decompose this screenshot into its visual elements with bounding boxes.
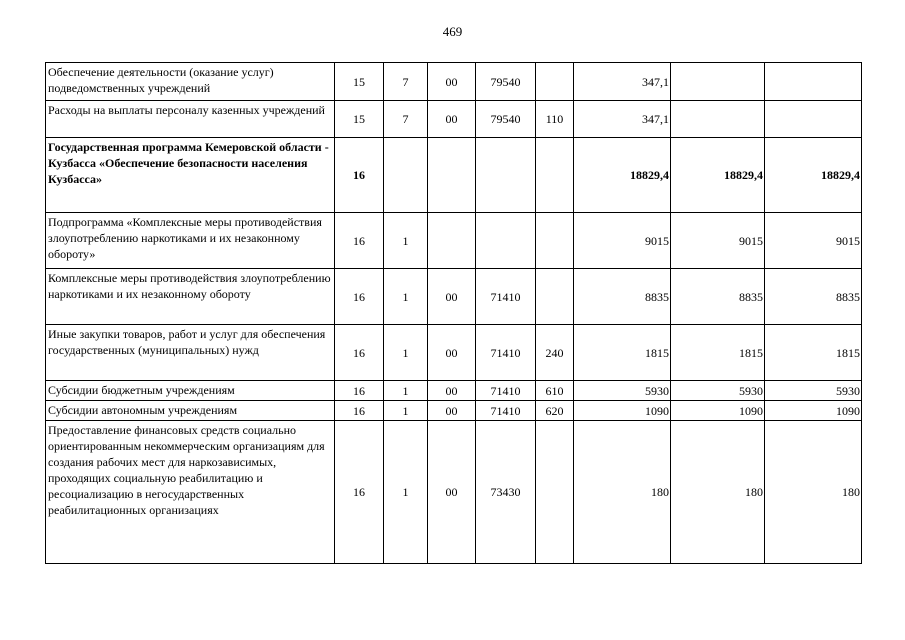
table-row — [46, 381, 862, 401]
row-name: Расходы на выплаты персоналу казенных учреждений — [46, 101, 335, 138]
type-cell — [536, 138, 574, 213]
section-cell: 16 — [335, 325, 384, 381]
value-cell-2 — [671, 63, 765, 101]
program-cell: 00 — [428, 63, 476, 101]
budget-table — [45, 62, 862, 564]
type-cell: 620 — [536, 401, 574, 421]
value-cell-1: 9015 — [574, 213, 671, 269]
type-cell: 240 — [536, 325, 574, 381]
row-name: Иные закупки товаров, работ и услуг для обеспечения государственных (муниципальных) нужд — [46, 325, 335, 381]
table-row — [46, 138, 862, 213]
code-cell: 71410 — [476, 269, 536, 325]
section-cell: 15 — [335, 63, 384, 101]
code-cell — [476, 213, 536, 269]
value-cell-3 — [765, 101, 862, 138]
value-cell-3: 5930 — [765, 381, 862, 401]
value-cell-3: 9015 — [765, 213, 862, 269]
value-cell-2: 5930 — [671, 381, 765, 401]
row-name: Субсидии автономным учреждениям — [46, 401, 335, 421]
row-name: Субсидии бюджетным учреждениям — [46, 381, 335, 401]
subsection-cell: 1 — [384, 401, 428, 421]
subsection-cell: 1 — [384, 269, 428, 325]
value-cell-3: 18829,4 — [765, 138, 862, 213]
code-cell: 71410 — [476, 381, 536, 401]
program-cell: 00 — [428, 381, 476, 401]
subsection-cell: 1 — [384, 421, 428, 564]
table-row — [46, 325, 862, 381]
value-cell-2: 18829,4 — [671, 138, 765, 213]
table-row — [46, 401, 862, 421]
value-cell-1: 347,1 — [574, 101, 671, 138]
program-cell: 00 — [428, 325, 476, 381]
value-cell-3 — [765, 63, 862, 101]
value-cell-1: 5930 — [574, 381, 671, 401]
row-name: Государственная программа Кемеровской области - Кузбасса «Обеспечение безопасности населения Кузбасса» — [46, 138, 335, 213]
value-cell-3: 1815 — [765, 325, 862, 381]
row-name: Обеспечение деятельности (оказание услуг) подведомственных учреждений — [46, 63, 335, 101]
program-cell — [428, 213, 476, 269]
section-cell: 16 — [335, 269, 384, 325]
value-cell-1: 347,1 — [574, 63, 671, 101]
type-cell: 110 — [536, 101, 574, 138]
code-cell: 71410 — [476, 325, 536, 381]
value-cell-1: 1090 — [574, 401, 671, 421]
value-cell-1: 18829,4 — [574, 138, 671, 213]
value-cell-1: 8835 — [574, 269, 671, 325]
table-row — [46, 269, 862, 325]
value-cell-3: 8835 — [765, 269, 862, 325]
table-row — [46, 213, 862, 269]
code-cell: 73430 — [476, 421, 536, 564]
type-cell — [536, 213, 574, 269]
subsection-cell: 7 — [384, 101, 428, 138]
section-cell: 15 — [335, 101, 384, 138]
program-cell: 00 — [428, 101, 476, 138]
value-cell-2: 1815 — [671, 325, 765, 381]
page-number: 469 — [442, 24, 463, 39]
section-cell: 16 — [335, 138, 384, 213]
section-cell: 16 — [335, 381, 384, 401]
section-cell: 16 — [335, 213, 384, 269]
table-row — [46, 63, 862, 101]
code-cell — [476, 138, 536, 213]
value-cell-1: 1815 — [574, 325, 671, 381]
value-cell-3: 180 — [765, 421, 862, 564]
type-cell — [536, 421, 574, 564]
subsection-cell: 1 — [384, 325, 428, 381]
table-row — [46, 421, 862, 564]
program-cell — [428, 138, 476, 213]
subsection-cell: 7 — [384, 63, 428, 101]
type-cell: 610 — [536, 381, 574, 401]
type-cell — [536, 269, 574, 325]
program-cell: 00 — [428, 421, 476, 564]
program-cell: 00 — [428, 269, 476, 325]
row-name: Подпрограмма «Комплексные меры противодействия злоупотреблению наркотиками и их незаконному обороту» — [46, 213, 335, 269]
subsection-cell — [384, 138, 428, 213]
value-cell-2: 180 — [671, 421, 765, 564]
section-cell: 16 — [335, 421, 384, 564]
code-cell: 79540 — [476, 63, 536, 101]
subsection-cell: 1 — [384, 381, 428, 401]
subsection-cell: 1 — [384, 213, 428, 269]
table-row — [46, 101, 862, 138]
value-cell-2 — [671, 101, 765, 138]
value-cell-2: 8835 — [671, 269, 765, 325]
program-cell: 00 — [428, 401, 476, 421]
value-cell-3: 1090 — [765, 401, 862, 421]
value-cell-2: 1090 — [671, 401, 765, 421]
value-cell-1: 180 — [574, 421, 671, 564]
row-name: Комплексные меры противодействия злоупотреблению наркотиками и их незаконному обороту — [46, 269, 335, 325]
section-cell: 16 — [335, 401, 384, 421]
row-name: Предоставление финансовых средств социально ориентированным некоммерческим организациям для создания рабочих мест для наркозависимых, проходящих социальную реабилитацию и ресоциализацию в негосударственных реабилитационных организациях — [46, 421, 335, 564]
value-cell-2: 9015 — [671, 213, 765, 269]
type-cell — [536, 63, 574, 101]
code-cell: 79540 — [476, 101, 536, 138]
code-cell: 71410 — [476, 401, 536, 421]
